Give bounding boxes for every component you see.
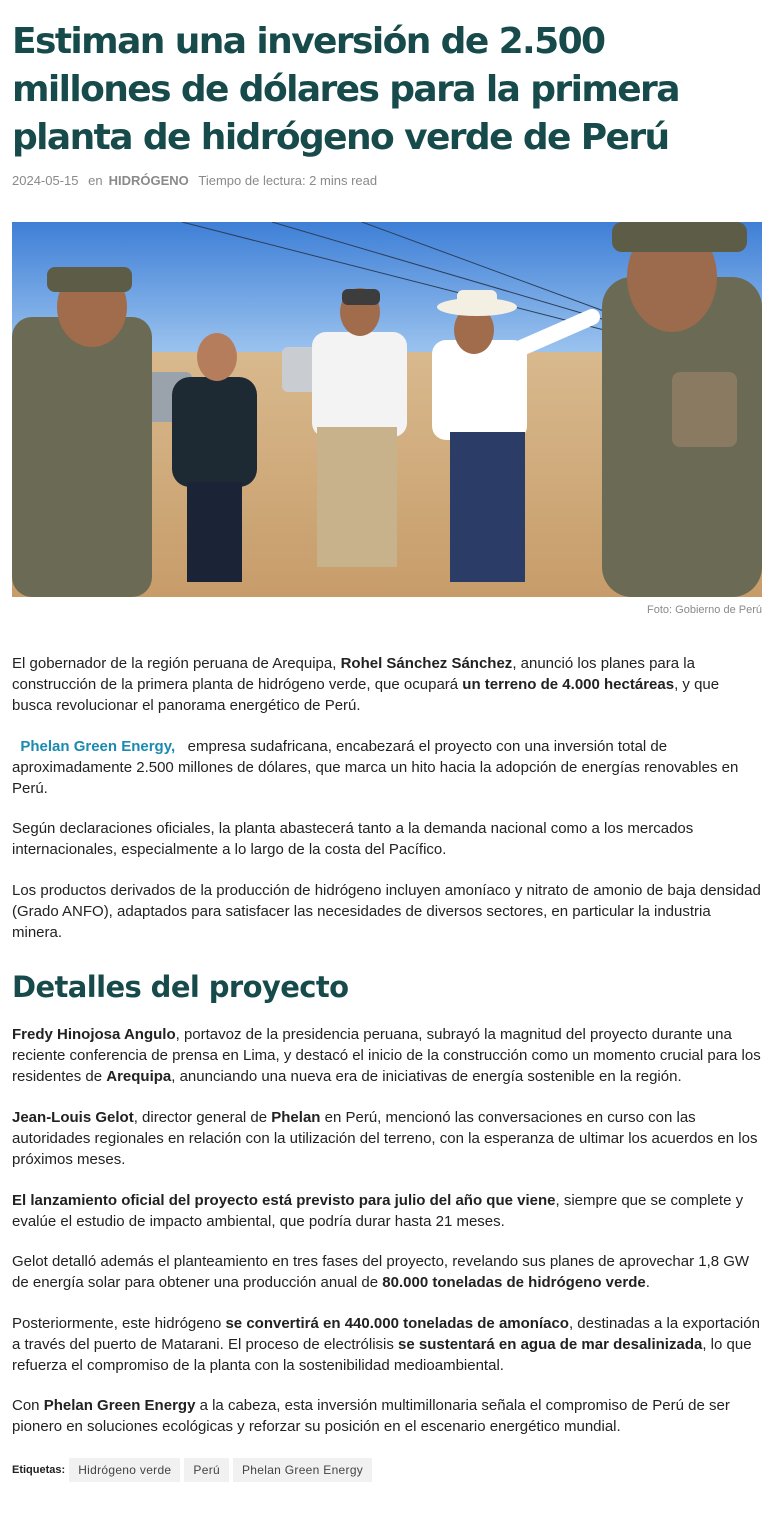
tag-peru[interactable]: Perú [184, 1458, 229, 1482]
tag-phelan-green-energy[interactable]: Phelan Green Energy [233, 1458, 372, 1482]
section-heading: Detalles del proyecto [12, 970, 349, 1004]
tags-label: Etiquetas: [12, 1464, 66, 1476]
hero-photo-illustration [12, 222, 762, 597]
paragraph-6: Jean-Louis Gelot, director general de Phelan en Perú, mencionó las conversaciones en curso con las autoridades regionales en relación con la utilización del terreno, con la esperanza de ultimar los acuerdos en los próximos meses. [12, 1109, 758, 1168]
category-prefix: en [88, 173, 103, 188]
hero-photo [12, 222, 762, 597]
paragraph-9: Posteriormente, este hidrógeno se convertirá en 440.000 toneladas de amoníaco, destinadas a la exportación a través del puerto de Matarani. El proceso de electrólisis se sustentará en agua de mar desalinizada, lo que refuerza el compromiso de la planta con la sostenibilidad medioambiental. [12, 1315, 760, 1374]
reading-time: Tiempo de lectura: 2 mins read [198, 173, 378, 188]
paragraph-8: Gelot detalló además el planteamiento en tres fases del proyecto, revelando sus planes de aprovechar 1,8 GW de energía solar para obtener una producción anual de 80.000 toneladas de hidrógeno verde. [12, 1253, 750, 1291]
tag-hidrogeno-verde[interactable]: Hidrógeno verde [69, 1458, 180, 1482]
article-date: 2024-05-15 [12, 173, 79, 188]
category-link[interactable]: HIDRÓGENO [108, 173, 189, 188]
photo-caption: Foto: Gobierno de Perú [647, 604, 762, 616]
paragraph-3: Según declaraciones oficiales, la planta abastecerá tanto a la demanda nacional como a los mercados internacionales, especialmente a lo largo de la costa del Pacífico. [12, 820, 694, 858]
paragraph-2: Phelan Green Energy, empresa sudafricana, encabezará el proyecto con una inversión total de aproximadamente 2.500 millones de dólares, que marca un hito hacia la adopción de energías renovables en Perú. [12, 738, 739, 797]
paragraph-10: Con Phelan Green Energy a la cabeza, esta inversión multimillonaria señala el compromiso de Perú de ser pionero en soluciones ecológicas y reforzar su posición en el escenario energético mundial. [12, 1397, 730, 1435]
tags-bar [12, 1458, 376, 1482]
paragraph-5: Fredy Hinojosa Angulo, portavoz de la presidencia peruana, subrayó la magnitud del proyecto durante una reciente conferencia de prensa en Lima, y destacó el inicio de la construcción como un momento crucial para los residentes de Arequipa, anunciando una nueva era de iniciativas de energía sostenible en la región. [12, 1026, 761, 1085]
phelan-green-energy-link[interactable]: Phelan Green Energy, [20, 738, 176, 755]
article-title: Estiman una inversión de 2.500 millones de dólares para la primera planta de hidrógeno verde de Perú [12, 21, 679, 158]
article-meta [12, 173, 383, 188]
paragraph-4: Los productos derivados de la producción de hidrógeno incluyen amoníaco y nitrato de amonio de baja densidad (Grado ANFO), adaptados para satisfacer las necesidades de diversos sectores, en particular la industria minera. [12, 882, 761, 941]
paragraph-7: El lanzamiento oficial del proyecto está previsto para julio del año que viene, siempre que se complete y evalúe el estudio de impacto ambiental, que podría durar hasta 21 meses. [12, 1192, 744, 1230]
paragraph-1: El gobernador de la región peruana de Arequipa, Rohel Sánchez Sánchez, anunció los planes para la construcción de la primera planta de hidrógeno verde, que ocupará un terreno de 4.000 hectáreas, y que busca revolucionar el panorama energético de Perú. [12, 655, 720, 714]
